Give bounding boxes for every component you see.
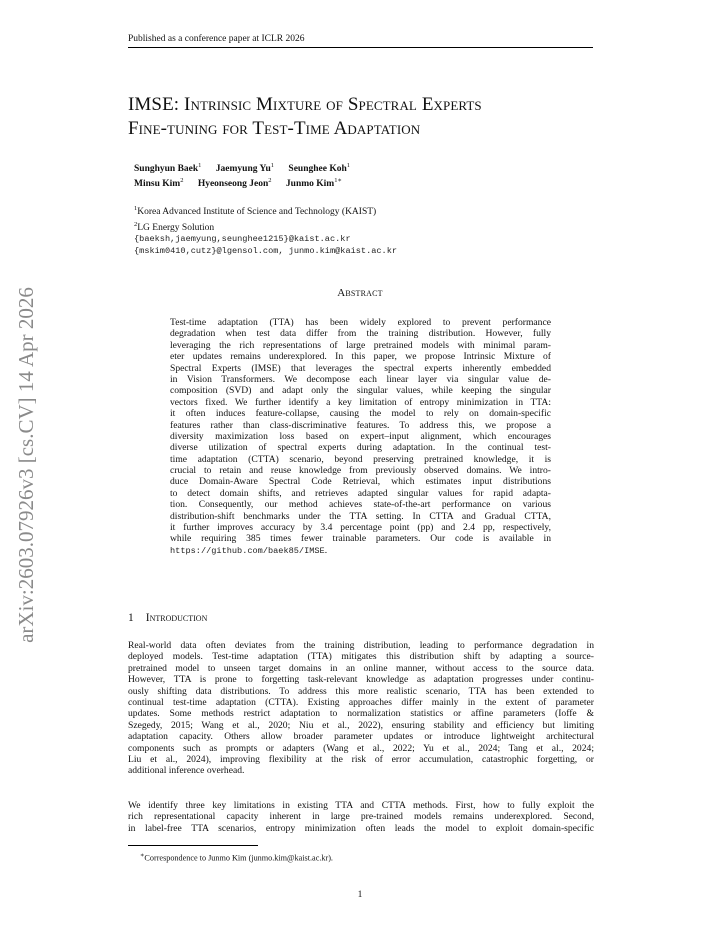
paragraph-2 — [128, 800, 594, 834]
author-row-2 — [134, 175, 362, 190]
text-line: degradation when test data differ from the training distribution. However, fully — [170, 328, 551, 340]
footnote: ∗Correspondence to Junmo Kim (junmo.kim@kaist.ac.kr). — [140, 852, 333, 863]
text-line: distribution-shift benchmarks under the TTA setting. In CTTA and Gradual CTTA, — [170, 510, 551, 522]
text-line: it often induces feature-collapse, causing the model to rely on domain-specific — [170, 408, 551, 420]
text-line: additional inference overhead. — [128, 765, 245, 777]
text-line: vectors fixed. We further identify a key limitation of entropy minimization in TTA: — [170, 396, 551, 408]
author-row-1 — [134, 160, 362, 175]
text-line: while requiring 385 times fewer trainable parameters. Our code is available in — [170, 533, 551, 545]
author: Hyeonseong Jeon$^2$ — [197, 177, 272, 190]
affiliations — [134, 203, 397, 257]
footnote-rule — [128, 845, 258, 846]
text-line: to detect domain shifts, and retrieves adapted singular values for rapid adapta- — [170, 487, 551, 499]
text-line: it further improves accuracy by 3.4 percentage point (pp) and 2.4 pp, respectively, — [170, 522, 551, 534]
text-line: leveraging the rich representations of large pretrained models with minimal param- — [170, 339, 551, 351]
text-line: features rather than class-discriminative features. To address this, we propose a — [170, 419, 551, 431]
paper-title — [128, 93, 608, 141]
code-link[interactable]: https://github.com/baek85/IMSE — [170, 545, 325, 556]
text-line: composition (SVD) and adapt only the singular values, while keeping the singular — [170, 385, 551, 397]
running-header: Published as a conference paper at ICLR 2026 — [128, 34, 305, 44]
text-line: duce Domain-Aware Spectral Code Retrieval, which estimates input distributions — [170, 476, 551, 488]
author: Seunghee Koh$^1$ — [288, 162, 351, 175]
section-heading — [128, 612, 207, 624]
text-line: tion. Consequently, our method achieves state-of-the-art performance on various — [170, 499, 551, 511]
text-line: However, TTA is prone to forgetting task-relevant knowledge as adaptation progresses under continu- — [128, 674, 594, 686]
abstract-heading: Abstract — [337, 287, 383, 299]
text-line: eter updates remains underexplored. In this paper, we propose Intrinsic Mixture of — [170, 351, 551, 363]
affiliation: $^1$Korea Advanced Institute of Science and Technology (KAIST) — [134, 205, 377, 218]
title-line-2: Fine-tuning for Test-Time Adaptation — [128, 118, 421, 139]
text-line: updates. Some methods restrict adaptation to normalization statistics or affine parameters (Ioffe & — [128, 708, 594, 720]
text-line: Spectral Experts (IMSE) that leverages the spectral experts inherently embedded — [170, 362, 551, 374]
text-line: crucial to retain and reuse knowledge from previously observed domains. We intro- — [170, 465, 551, 477]
text-line: in label-free TTA scenarios, entropy minimization often leads the model to exploit domain-specific — [128, 822, 594, 834]
affiliation: $^2$LG Energy Solution — [134, 220, 215, 233]
text-line: adaptation capacity. Others allow broader parameter updates or introduce lightweight architectural — [128, 731, 594, 743]
text-line: components such as prompts or adapters (Wang et al., 2022; Yu et al., 2024; Tang et al., 2024; — [128, 742, 594, 754]
text-line: pretrained model to unseen target domains in an online manner, without access to the source data. — [128, 662, 594, 674]
section-number: 1 — [128, 612, 134, 624]
text-line: time adaptation (CTTA) scenario, beyond preserving pretrained knowledge, it is — [170, 453, 551, 465]
author: Junmo Kim$^{1∗}$ — [285, 177, 342, 190]
text-line: We identify three key limitations in existing TTA and CTTA methods. First, how to fully exploit the — [128, 800, 594, 811]
author: Minsu Kim$^2$ — [134, 177, 184, 190]
text-line: Real-world data often deviates from the training distribution, leading to performance degradation in — [128, 640, 594, 651]
page-number: 1 — [357, 890, 363, 900]
text-line: continual test-time adaptation (CTTA). Existing approaches differ mainly in the extent of parameter — [128, 696, 594, 708]
code-link-line — [170, 545, 551, 556]
abstract-body — [170, 317, 551, 556]
text-line: diverse utilization of spectral experts during adaptation. In the continual test- — [170, 442, 551, 454]
title-line-1: IMSE: Intrinsic Mixture of Spectral Experts — [128, 94, 482, 115]
email-line[interactable]: {baeksh,jaemyung,seunghee1215}@kaist.ac.kr — [134, 234, 351, 245]
code-link-period: . — [324, 544, 328, 556]
author-list — [134, 160, 362, 190]
text-line: ously shifting data distributions. To address this more realistic scenario, TTA has been extended to — [128, 685, 594, 697]
header-rule — [128, 47, 593, 48]
text-line: in Vision Transformers. We decompose each linear layer via singular value de- — [170, 373, 551, 385]
text-line: deployed models. Test-time adaptation (TTA) mitigates this distribution shift by adapting a source- — [128, 651, 594, 663]
author: Jaemyung Yu$^1$ — [215, 162, 275, 175]
text-line: diversity maximization loss based on expert–input alignment, which encourages — [170, 430, 551, 442]
paragraph-1 — [128, 640, 594, 777]
arxiv-sidebar-stamp[interactable]: arXiv:2603.07926v3 [cs.CV] 14 Apr 2026 — [14, 287, 38, 643]
email-line[interactable]: {mskim0410,cutz}@lgensol.com, junmo.kim@kaist.ac.kr — [134, 245, 398, 256]
text-line: rich representational capacity inherent in large pre-trained models remains underexplored. Second, — [128, 811, 594, 823]
text-line: Liu et al., 2024), improving flexibility at the risk of error accumulation, catastrophic forgetting, or — [128, 753, 594, 765]
text-line: Szegedy, 2015; Wang et al., 2020; Niu et al., 2022), ensuring stability and efficiency but limiting — [128, 719, 594, 731]
author: Sunghyun Baek$^1$ — [134, 162, 202, 175]
text-line: Test-time adaptation (TTA) has been widely explored to prevent performance — [170, 317, 551, 328]
section-title: Introduction — [145, 612, 208, 624]
